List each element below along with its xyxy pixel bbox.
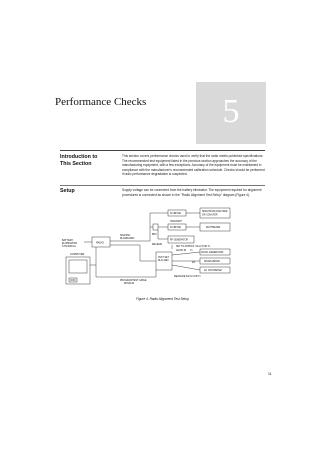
- battery-label-3: 5.5V/300mA: [62, 245, 76, 248]
- section-heading-introduction: Introduction to This Section: [60, 154, 98, 167]
- section-body-setup: Supply voltage can be connected from the battery eliminator. The equipment required for alignment procedures is connected as shown in the "Radio Alignment Test Setup" diagram (Figure 4).: [122, 188, 262, 197]
- chapter-number: 5: [222, 93, 240, 130]
- battery-label-2: ELIMINATOR: [62, 242, 78, 245]
- transmit-label: TRANSMIT: [170, 221, 182, 223]
- audio-in-label: AUDIO IN: [176, 250, 187, 252]
- approx-note: SET TO APPROX. 64mV FOR Tx: [176, 246, 211, 248]
- attenuator-top-label: 30 dB PAD: [170, 213, 182, 216]
- figure-caption: Figure 4. Radio Alignment Test Setup: [136, 297, 189, 301]
- wattmeter-label: WATTMETER: [206, 227, 221, 229]
- rf-switch: [153, 224, 158, 230]
- rf-generator-label: RF GENERATOR: [170, 239, 189, 242]
- chapter-title: Performance Checks: [55, 96, 147, 108]
- receive-label: RECEIVE: [152, 244, 163, 246]
- tx-label: Tx: [190, 250, 193, 252]
- test-set-label-2: RLN-4460: [158, 260, 169, 262]
- test-set-label-1: TEST SET: [158, 257, 169, 259]
- section-heading-setup: Setup: [60, 188, 75, 194]
- computer-label: COMPUTER: [70, 253, 85, 256]
- program-cable-label-1: PROGRAM/TEST CABLE: [120, 280, 147, 282]
- section-body-introduction: This section covers performance checks used to verify that the radio meets published specifications. The recommended test equipment listed in the previous section approaches the accuracy of the manufacturing equipment, with a few exceptions. Accuracy of the equipment must be maintained in compliance with the manufacturer's recommended calibration schedule. Checks should be performed if radio performance degradation is suspected.: [122, 154, 265, 177]
- battery-label-1: BATTERY: [62, 239, 74, 242]
- radio-label: RADIO: [96, 241, 104, 245]
- chapter-number-box: [196, 82, 266, 144]
- audio-generator-label: AUDIO GENERATOR: [201, 252, 224, 254]
- page-number: 11: [268, 372, 272, 376]
- sma-label-1: SMA BNC: [120, 235, 131, 237]
- rx-label: RX: [192, 262, 196, 264]
- sinad-meter-label: SINAD METER: [204, 261, 220, 263]
- section-divider: [60, 185, 265, 186]
- computer-port-label: COM: [70, 280, 76, 283]
- bnc-label: BNC: [152, 234, 157, 236]
- spectrum-analyzer-box: [200, 208, 230, 218]
- program-cable-label-2: RKN4149: [124, 283, 134, 285]
- spectrum-label-1: SPECTRUM ANALYZER: [202, 211, 228, 213]
- radio-alignment-diagram: [60, 205, 275, 295]
- section-divider: [60, 150, 265, 151]
- sma-label-2: RLN4510ABC: [120, 238, 135, 240]
- measure-note: MEASURE 64mV FOR Tx: [174, 276, 201, 278]
- attenuator-mid-label: 30 dB PAD: [170, 227, 182, 230]
- spectrum-label-2: OR COUNTER: [202, 214, 218, 217]
- ac-voltmeter-label: AC VOLTMETER: [204, 270, 222, 272]
